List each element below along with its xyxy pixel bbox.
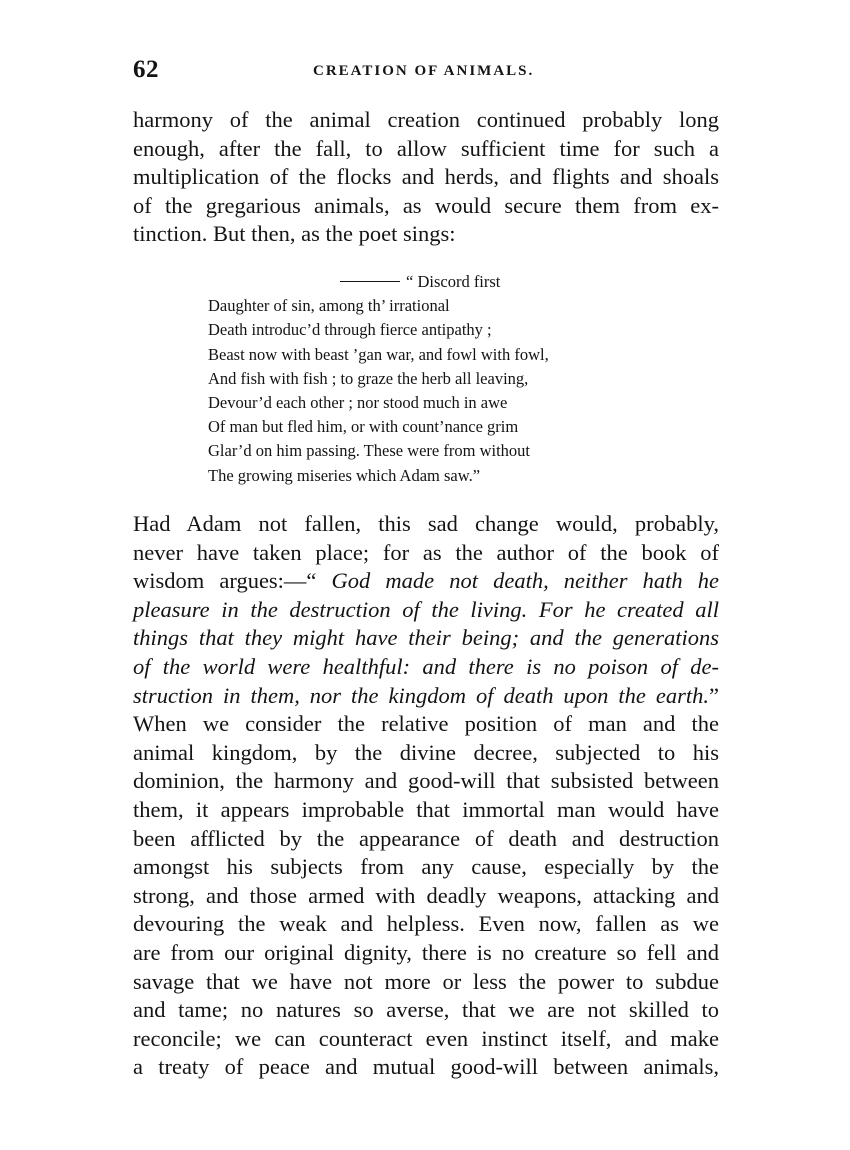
text-italic: God made not death, neither hath he [316,568,719,594]
text-line: savage that we have not more or less the power to subdue [133,968,719,994]
text-line: a treaty of peace and mutual good-will between animals, [133,1054,719,1080]
em-rule [340,281,400,282]
text-line: enough, after the fall, to allow sufficient time for such a [133,135,719,161]
text-line: been afflicted by the appearance of death and destruction [133,825,719,851]
verse-line-text: “ Discord first [406,272,501,291]
text-italic: things that they might have their being; and the generations [133,625,719,651]
text-italic: pleasure in the destruction of the living. For he created all [133,596,719,622]
text-line: When we consider the relative position of man and the [133,711,719,737]
verse-line: Death introduc’d through fierce antipathy ; [208,320,492,340]
verse-line-first [208,270,628,294]
text-line-italic [133,596,719,625]
verse-line: And fish with fish ; to graze the herb all leaving, [208,368,529,388]
text-line: harmony of the animal creation continued probably long [133,107,719,132]
closing-quote: ” [709,682,719,708]
text-line: multiplication of the flocks and herds, and flights and shoals [133,164,719,190]
text-line-mixed [133,682,719,711]
running-head [133,56,719,86]
verse-line: Of man but fled him, or with count’nance grim [208,417,519,437]
text-line: are from our original dignity, there is no creature so fell and [133,939,719,965]
text-line: and tame; no natures so averse, that we are not skilled to [133,997,719,1023]
text-italic: of the world were healthful: and there is no poison of de- [133,653,719,679]
text-line: of the gregarious animals, as would secure them from ex- [133,192,719,218]
text-line: tinction. But then, as the poet sings: [133,221,456,247]
paragraph-2 [133,510,719,1082]
text-line-mixed [133,567,719,596]
text-line: them, it appears improbable that immortal man would have [133,796,719,822]
text-line-italic [133,624,719,653]
text-line: never have taken place; for as the author of the book of [133,539,719,565]
text-line: animal kingdom, by the divine decree, subjected to his [133,739,719,765]
text-line: strong, and those armed with deadly weapons, attacking and [133,882,719,908]
text-italic: struction in them, nor the kingdom of death upon the earth. [133,682,709,708]
page-number: 62 [133,56,159,83]
verse-line: Beast now with beast ’gan war, and fowl with fowl, [208,344,549,364]
verse-line: Daughter of sin, among th’ irrational [208,296,450,316]
text-line: amongst his subjects from any cause, especially by the [133,854,719,880]
verse-line: The growing miseries which Adam saw.” [208,465,481,485]
verse-line: Glar’d on him passing. These were from without [208,441,530,461]
text-line: dominion, the harmony and good-will that subsisted between [133,768,719,794]
verse-line: Devour’d each other ; nor stood much in awe [208,393,508,413]
verse-quotation [208,270,628,488]
text-line: reconcile; we can counteract even instinct itself, and make [133,1025,719,1051]
running-title: CREATION OF ANIMALS. [313,63,535,79]
paragraph-1 [133,106,719,249]
text-line-italic [133,653,719,682]
text-roman: wisdom argues:—“ [133,568,317,594]
text-line: devouring the weak and helpless. Even now, fallen as we [133,911,719,937]
text-line: Had Adam not fallen, this sad change would, probably, [133,511,719,536]
